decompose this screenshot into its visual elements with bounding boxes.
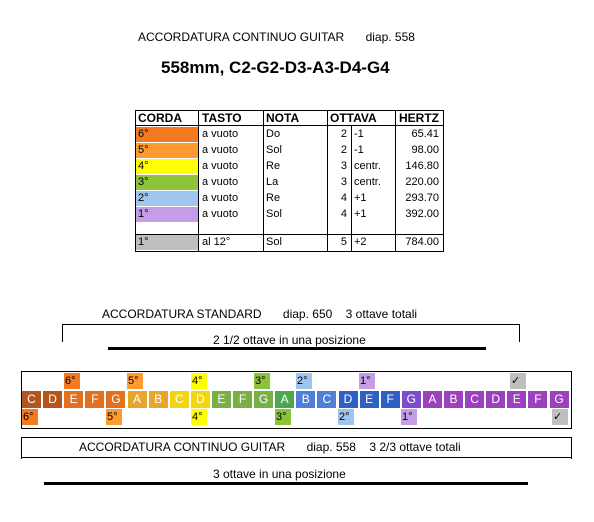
cell-corda: 3° <box>138 176 149 188</box>
cell-tasto: a vuoto <box>202 192 239 204</box>
continuo-marker: 4° <box>191 409 207 425</box>
note-cell: C <box>317 391 336 408</box>
cell-hertz: 784.00 <box>405 236 439 248</box>
standard-marker: 4° <box>191 373 207 389</box>
continuo-marker: 6° <box>22 409 38 425</box>
header-corda: CORDA <box>138 111 182 125</box>
cell-corda: 1° <box>138 236 149 248</box>
cell-tasto: a vuoto <box>202 208 239 220</box>
note-cell: G <box>254 391 273 408</box>
standard-marker: ✓ <box>510 373 526 389</box>
cell-ottava-num: 4 <box>340 208 347 220</box>
cell-tasto: a vuoto <box>202 144 239 156</box>
cell-ottava-num: 5 <box>340 236 347 248</box>
note-cell: A <box>423 391 442 408</box>
cell-ottava-num: 3 <box>340 176 347 188</box>
doc-title <box>138 30 415 44</box>
note-cell: G <box>402 391 421 408</box>
cell-hertz: 220.00 <box>405 176 439 188</box>
note-cell: E <box>360 391 379 408</box>
note-cell: F <box>381 391 400 408</box>
cell-ottava-label: centr. <box>354 176 381 188</box>
continuo-range-bar <box>44 482 528 485</box>
continuo-diap: diap. 558 <box>306 440 356 454</box>
standard-marker: 6° <box>64 373 80 389</box>
header-tasto: TASTO <box>202 111 242 125</box>
doc-title-text: ACCORDATURA CONTINUO GUITAR <box>138 30 345 44</box>
continuo-label-text: ACCORDATURA CONTINUO GUITAR <box>79 440 286 454</box>
continuo-label <box>79 440 461 454</box>
note-cell: G <box>550 391 569 408</box>
cell-nota: Sol <box>266 208 282 220</box>
standard-label-text: ACCORDATURA STANDARD <box>102 307 262 321</box>
header-nota: NOTA <box>266 111 300 125</box>
header-ottava: OTTAVA <box>330 111 377 125</box>
standard-marker: 2° <box>296 373 312 389</box>
cell-tasto: a vuoto <box>202 160 239 172</box>
note-cell: F <box>233 391 252 408</box>
standard-diap: diap. 650 <box>282 307 333 321</box>
continuo-total: 3 2/3 ottave totali <box>369 440 461 454</box>
cell-ottava-num: 4 <box>340 192 347 204</box>
note-cell: C <box>170 391 189 408</box>
cell-ottava-label: -1 <box>354 144 364 156</box>
standard-marker: 1° <box>359 373 375 389</box>
standard-total: 3 ottave totali <box>345 307 418 321</box>
note-cell: A <box>275 391 294 408</box>
continuo-marker: 1° <box>401 409 417 425</box>
note-cell: F <box>528 391 547 408</box>
cell-nota: Do <box>266 128 281 140</box>
cell-tasto: a vuoto <box>202 176 239 188</box>
cell-corda: 2° <box>138 192 149 204</box>
cell-tasto: al 12° <box>202 236 231 248</box>
doc-subtitle: 558mm, C2-G2-D3-A3-D4-G4 <box>161 58 390 77</box>
cell-nota: La <box>266 176 279 188</box>
standard-range-bar <box>108 347 486 350</box>
note-cell: D <box>191 391 210 408</box>
standard-label <box>102 307 417 321</box>
cell-ottava-label: centr. <box>354 160 381 172</box>
continuo-range-label: 3 ottave in una posizione <box>213 467 346 481</box>
cell-hertz: 392.00 <box>405 208 439 220</box>
note-cell: D <box>486 391 505 408</box>
cell-ottava-num: 3 <box>340 160 347 172</box>
note-cell: B <box>296 391 315 408</box>
note-cell: C <box>465 391 484 408</box>
cell-hertz: 98.00 <box>411 144 439 156</box>
cell-ottava-num: 2 <box>340 128 347 140</box>
note-cell: F <box>85 391 104 408</box>
note-cell: E <box>212 391 231 408</box>
cell-ottava-label: +1 <box>354 192 367 204</box>
cell-ottava-label: +2 <box>354 236 367 248</box>
note-cell: B <box>149 391 168 408</box>
cell-corda: 6° <box>138 128 149 140</box>
note-cell: G <box>106 391 125 408</box>
note-cell: E <box>507 391 526 408</box>
note-cell: D <box>339 391 358 408</box>
cell-corda: 1° <box>138 208 149 220</box>
cell-nota: Sol <box>266 236 282 248</box>
cell-hertz: 293.70 <box>405 192 439 204</box>
cell-nota: Sol <box>266 144 282 156</box>
cell-ottava-label: -1 <box>354 128 364 140</box>
cell-tasto: a vuoto <box>202 128 239 140</box>
cell-corda: 5° <box>138 144 149 156</box>
continuo-marker: 5° <box>106 409 122 425</box>
continuo-marker: 2° <box>338 409 354 425</box>
standard-range-bracket <box>62 324 520 325</box>
cell-nota: Re <box>266 192 281 204</box>
note-cell: D <box>43 391 62 408</box>
header-hertz: HERTZ <box>399 111 439 125</box>
continuo-marker: ✓ <box>552 409 568 425</box>
tuning-table <box>135 110 444 252</box>
note-cell: A <box>128 391 147 408</box>
note-cell: E <box>64 391 83 408</box>
continuo-marker: 3° <box>275 409 291 425</box>
standard-marker: 3° <box>254 373 270 389</box>
cell-ottava-num: 2 <box>340 144 347 156</box>
standard-marker: 5° <box>127 373 143 389</box>
note-cell: C <box>22 391 41 408</box>
standard-range-label: 2 1/2 ottave in una posizione <box>213 333 366 347</box>
cell-hertz: 65.41 <box>411 128 439 140</box>
doc-title-diap: diap. 558 <box>365 30 415 44</box>
cell-ottava-label: +1 <box>354 208 367 220</box>
cell-corda: 4° <box>138 160 149 172</box>
cell-hertz: 146.80 <box>405 160 439 172</box>
cell-nota: Re <box>266 160 281 172</box>
note-cell: B <box>444 391 463 408</box>
